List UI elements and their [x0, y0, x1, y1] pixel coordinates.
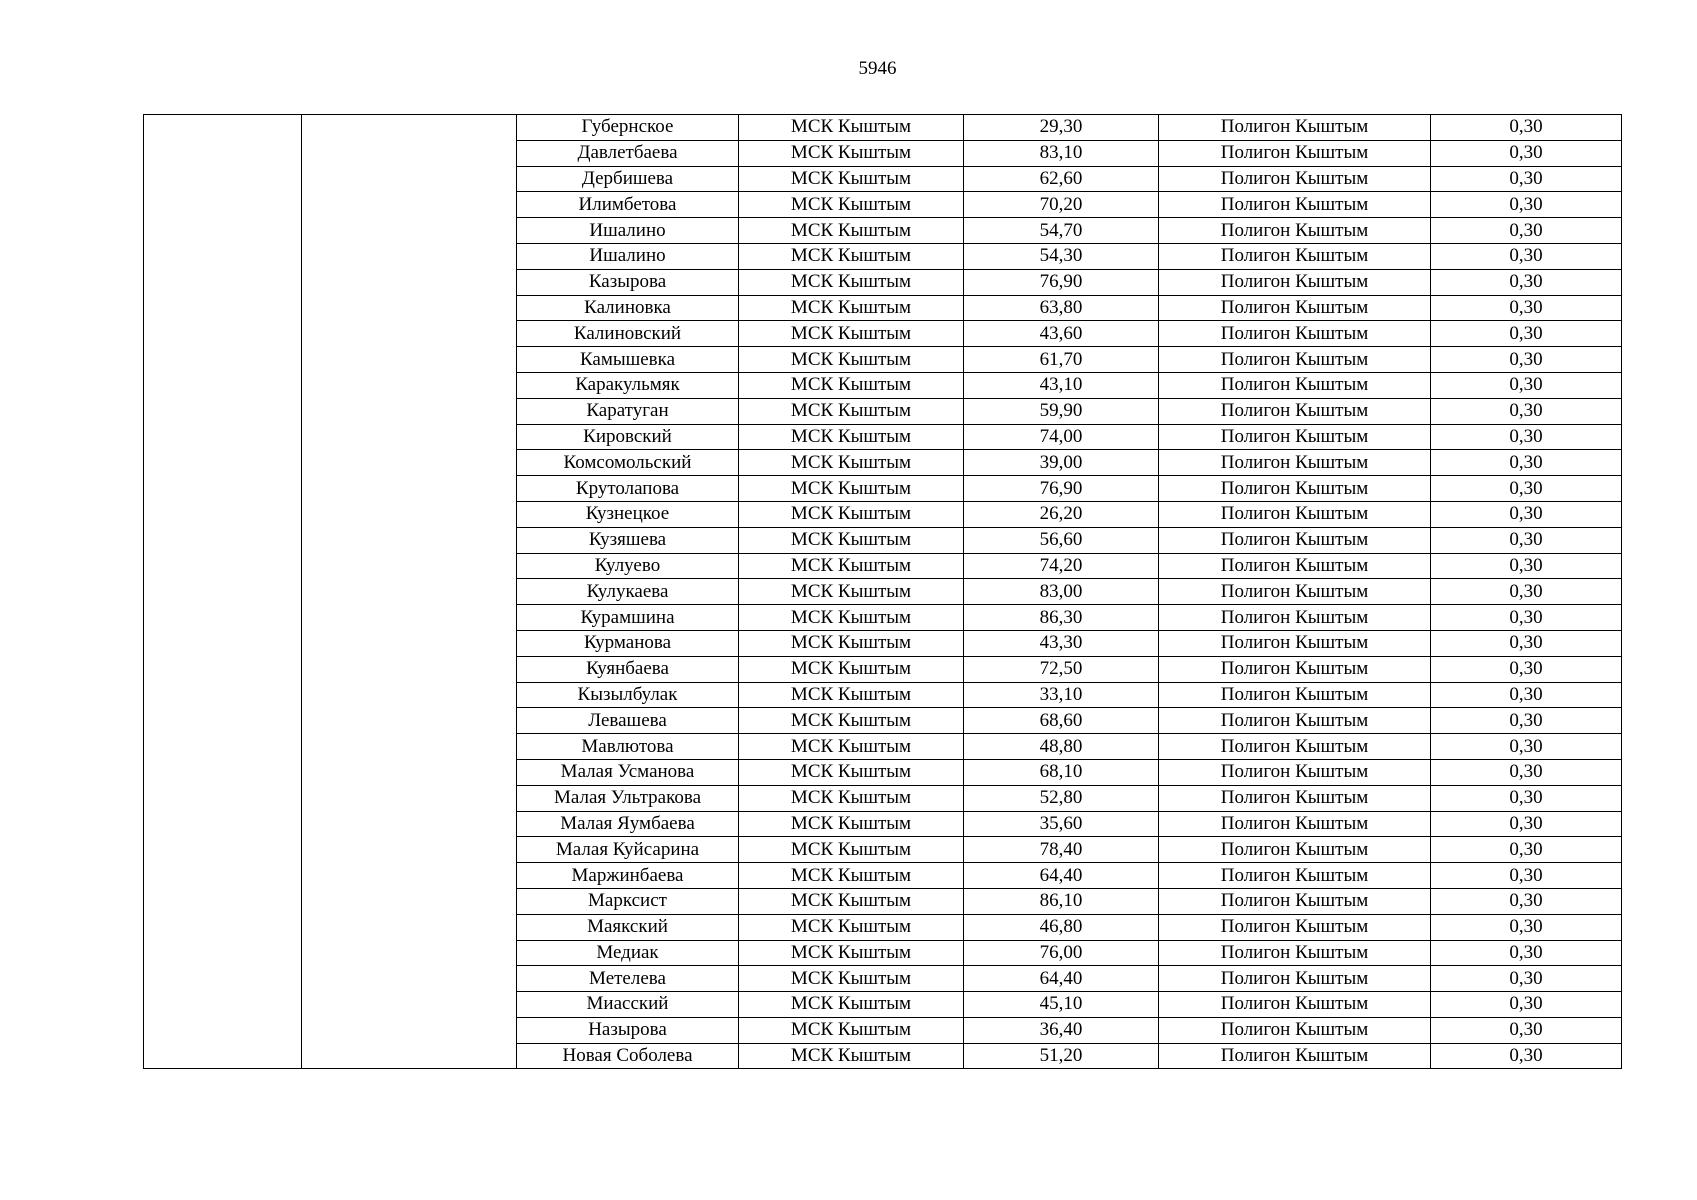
value-cell: 0,30: [1431, 759, 1622, 785]
source-cell: МСК Кыштым: [739, 192, 964, 218]
value-cell: 0,30: [1431, 811, 1622, 837]
distance-cell: 33,10: [964, 682, 1159, 708]
destination-cell: Полигон Кыштым: [1159, 501, 1431, 527]
settlement-cell: Кузнецкое: [517, 501, 739, 527]
settlement-cell: Куянбаева: [517, 656, 739, 682]
destination-cell: Полигон Кыштым: [1159, 759, 1431, 785]
settlement-cell: Новая Соболева: [517, 1043, 739, 1069]
value-cell: 0,30: [1431, 192, 1622, 218]
settlement-cell: Малая Куйсарина: [517, 837, 739, 863]
data-table: [143, 114, 1622, 1069]
destination-cell: Полигон Кыштым: [1159, 424, 1431, 450]
source-cell: МСК Кыштым: [739, 140, 964, 166]
distance-cell: 76,90: [964, 269, 1159, 295]
source-cell: МСК Кыштым: [739, 811, 964, 837]
source-cell: МСК Кыштым: [739, 888, 964, 914]
destination-cell: Полигон Кыштым: [1159, 630, 1431, 656]
value-cell: 0,30: [1431, 218, 1622, 244]
source-cell: МСК Кыштым: [739, 553, 964, 579]
destination-cell: Полигон Кыштым: [1159, 940, 1431, 966]
settlement-cell: Маржинбаева: [517, 863, 739, 889]
distance-cell: 43,30: [964, 630, 1159, 656]
destination-cell: Полигон Кыштым: [1159, 450, 1431, 476]
source-cell: МСК Кыштым: [739, 295, 964, 321]
distance-cell: 76,00: [964, 940, 1159, 966]
settlement-cell: Кулуево: [517, 553, 739, 579]
settlement-cell: Назырова: [517, 1017, 739, 1043]
destination-cell: Полигон Кыштым: [1159, 1043, 1431, 1069]
source-cell: МСК Кыштым: [739, 656, 964, 682]
destination-cell: Полигон Кыштым: [1159, 837, 1431, 863]
value-cell: 0,30: [1431, 553, 1622, 579]
settlement-cell: Левашева: [517, 708, 739, 734]
settlement-cell: Курамшина: [517, 605, 739, 631]
settlement-cell: Метелева: [517, 966, 739, 992]
source-cell: МСК Кыштым: [739, 476, 964, 502]
distance-cell: 74,20: [964, 553, 1159, 579]
distance-cell: 48,80: [964, 734, 1159, 760]
value-cell: 0,30: [1431, 501, 1622, 527]
settlement-cell: Каратуган: [517, 398, 739, 424]
distance-cell: 63,80: [964, 295, 1159, 321]
source-cell: МСК Кыштым: [739, 321, 964, 347]
destination-cell: Полигон Кыштым: [1159, 192, 1431, 218]
destination-cell: Полигон Кыштым: [1159, 863, 1431, 889]
destination-cell: Полигон Кыштым: [1159, 218, 1431, 244]
destination-cell: Полигон Кыштым: [1159, 527, 1431, 553]
destination-cell: Полигон Кыштым: [1159, 682, 1431, 708]
value-cell: 0,30: [1431, 992, 1622, 1018]
source-cell: МСК Кыштым: [739, 1017, 964, 1043]
destination-cell: Полигон Кыштым: [1159, 1017, 1431, 1043]
source-cell: МСК Кыштым: [739, 605, 964, 631]
settlement-cell: Давлетбаева: [517, 140, 739, 166]
source-cell: МСК Кыштым: [739, 630, 964, 656]
settlement-cell: Калиновка: [517, 295, 739, 321]
settlement-cell: Крутолапова: [517, 476, 739, 502]
destination-cell: Полигон Кыштым: [1159, 734, 1431, 760]
source-cell: МСК Кыштым: [739, 218, 964, 244]
distance-cell: 59,90: [964, 398, 1159, 424]
source-cell: МСК Кыштым: [739, 759, 964, 785]
settlement-cell: Илимбетова: [517, 192, 739, 218]
distance-cell: 74,00: [964, 424, 1159, 450]
distance-cell: 62,60: [964, 166, 1159, 192]
destination-cell: Полигон Кыштым: [1159, 708, 1431, 734]
settlement-cell: Дербишева: [517, 166, 739, 192]
distance-cell: 54,70: [964, 218, 1159, 244]
value-cell: 0,30: [1431, 837, 1622, 863]
source-cell: МСК Кыштым: [739, 269, 964, 295]
value-cell: 0,30: [1431, 527, 1622, 553]
value-cell: 0,30: [1431, 734, 1622, 760]
destination-cell: Полигон Кыштым: [1159, 321, 1431, 347]
settlement-cell: Ишалино: [517, 218, 739, 244]
source-cell: МСК Кыштым: [739, 166, 964, 192]
distance-cell: 46,80: [964, 914, 1159, 940]
settlement-cell: Кузяшева: [517, 527, 739, 553]
settlement-cell: Кировский: [517, 424, 739, 450]
distance-cell: 86,30: [964, 605, 1159, 631]
destination-cell: Полигон Кыштым: [1159, 372, 1431, 398]
destination-cell: Полигон Кыштым: [1159, 785, 1431, 811]
value-cell: 0,30: [1431, 656, 1622, 682]
source-cell: МСК Кыштым: [739, 115, 964, 141]
source-cell: МСК Кыштым: [739, 708, 964, 734]
destination-cell: Полигон Кыштым: [1159, 966, 1431, 992]
settlement-cell: Казырова: [517, 269, 739, 295]
source-cell: МСК Кыштым: [739, 914, 964, 940]
distance-cell: 83,00: [964, 579, 1159, 605]
distance-cell: 64,40: [964, 863, 1159, 889]
destination-cell: Полигон Кыштым: [1159, 914, 1431, 940]
destination-cell: Полигон Кыштым: [1159, 992, 1431, 1018]
destination-cell: Полигон Кыштым: [1159, 398, 1431, 424]
settlement-cell: Мавлютова: [517, 734, 739, 760]
distance-cell: 70,20: [964, 192, 1159, 218]
settlement-cell: Калиновский: [517, 321, 739, 347]
distance-cell: 64,40: [964, 966, 1159, 992]
value-cell: 0,30: [1431, 708, 1622, 734]
distance-cell: 61,70: [964, 347, 1159, 373]
value-cell: 0,30: [1431, 372, 1622, 398]
value-cell: 0,30: [1431, 321, 1622, 347]
destination-cell: Полигон Кыштым: [1159, 553, 1431, 579]
source-cell: МСК Кыштым: [739, 863, 964, 889]
source-cell: МСК Кыштым: [739, 450, 964, 476]
source-cell: МСК Кыштым: [739, 837, 964, 863]
value-cell: 0,30: [1431, 476, 1622, 502]
source-cell: МСК Кыштым: [739, 682, 964, 708]
value-cell: 0,30: [1431, 888, 1622, 914]
distance-cell: 68,10: [964, 759, 1159, 785]
distance-cell: 36,40: [964, 1017, 1159, 1043]
value-cell: 0,30: [1431, 450, 1622, 476]
distance-cell: 78,40: [964, 837, 1159, 863]
merged-empty-cell-2: [302, 115, 517, 1069]
settlement-cell: Каракульмяк: [517, 372, 739, 398]
settlement-cell: Кулукаева: [517, 579, 739, 605]
destination-cell: Полигон Кыштым: [1159, 295, 1431, 321]
settlement-cell: Губернское: [517, 115, 739, 141]
source-cell: МСК Кыштым: [739, 940, 964, 966]
source-cell: МСК Кыштым: [739, 992, 964, 1018]
distance-cell: 54,30: [964, 243, 1159, 269]
value-cell: 0,30: [1431, 1043, 1622, 1069]
source-cell: МСК Кыштым: [739, 372, 964, 398]
distance-cell: 72,50: [964, 656, 1159, 682]
source-cell: МСК Кыштым: [739, 424, 964, 450]
distance-cell: 83,10: [964, 140, 1159, 166]
table-row: [144, 115, 1622, 141]
source-cell: МСК Кыштым: [739, 966, 964, 992]
value-cell: 0,30: [1431, 863, 1622, 889]
source-cell: МСК Кыштым: [739, 579, 964, 605]
destination-cell: Полигон Кыштым: [1159, 579, 1431, 605]
destination-cell: Полигон Кыштым: [1159, 166, 1431, 192]
source-cell: МСК Кыштым: [739, 734, 964, 760]
value-cell: 0,30: [1431, 1017, 1622, 1043]
value-cell: 0,30: [1431, 398, 1622, 424]
distance-cell: 29,30: [964, 115, 1159, 141]
value-cell: 0,30: [1431, 914, 1622, 940]
value-cell: 0,30: [1431, 605, 1622, 631]
settlement-cell: Медиак: [517, 940, 739, 966]
destination-cell: Полигон Кыштым: [1159, 347, 1431, 373]
source-cell: МСК Кыштым: [739, 785, 964, 811]
settlement-cell: Ишалино: [517, 243, 739, 269]
settlement-cell: Камышевка: [517, 347, 739, 373]
value-cell: 0,30: [1431, 347, 1622, 373]
source-cell: МСК Кыштым: [739, 347, 964, 373]
distance-cell: 56,60: [964, 527, 1159, 553]
value-cell: 0,30: [1431, 682, 1622, 708]
source-cell: МСК Кыштым: [739, 243, 964, 269]
settlement-cell: Маякский: [517, 914, 739, 940]
value-cell: 0,30: [1431, 140, 1622, 166]
source-cell: МСК Кыштым: [739, 1043, 964, 1069]
distance-cell: 35,60: [964, 811, 1159, 837]
destination-cell: Полигон Кыштым: [1159, 656, 1431, 682]
value-cell: 0,30: [1431, 243, 1622, 269]
distance-cell: 51,20: [964, 1043, 1159, 1069]
source-cell: МСК Кыштым: [739, 398, 964, 424]
distance-cell: 43,60: [964, 321, 1159, 347]
distance-cell: 76,90: [964, 476, 1159, 502]
merged-empty-cell-1: [144, 115, 302, 1069]
value-cell: 0,30: [1431, 295, 1622, 321]
settlement-cell: Курманова: [517, 630, 739, 656]
distance-cell: 43,10: [964, 372, 1159, 398]
value-cell: 0,30: [1431, 630, 1622, 656]
settlement-cell: Комсомольский: [517, 450, 739, 476]
settlement-cell: Малая Ультракова: [517, 785, 739, 811]
destination-cell: Полигон Кыштым: [1159, 811, 1431, 837]
table-body: [144, 115, 1622, 1069]
destination-cell: Полигон Кыштым: [1159, 476, 1431, 502]
distance-cell: 86,10: [964, 888, 1159, 914]
destination-cell: Полигон Кыштым: [1159, 115, 1431, 141]
value-cell: 0,30: [1431, 269, 1622, 295]
settlement-cell: Кызылбулак: [517, 682, 739, 708]
settlement-cell: Малая Усманова: [517, 759, 739, 785]
destination-cell: Полигон Кыштым: [1159, 888, 1431, 914]
value-cell: 0,30: [1431, 166, 1622, 192]
destination-cell: Полигон Кыштым: [1159, 269, 1431, 295]
distance-cell: 52,80: [964, 785, 1159, 811]
value-cell: 0,30: [1431, 966, 1622, 992]
destination-cell: Полигон Кыштым: [1159, 243, 1431, 269]
value-cell: 0,30: [1431, 424, 1622, 450]
distance-cell: 68,60: [964, 708, 1159, 734]
destination-cell: Полигон Кыштым: [1159, 140, 1431, 166]
settlement-cell: Малая Яумбаева: [517, 811, 739, 837]
source-cell: МСК Кыштым: [739, 501, 964, 527]
settlement-cell: Марксист: [517, 888, 739, 914]
page-number: 5946: [858, 58, 897, 79]
settlement-cell: Миасский: [517, 992, 739, 1018]
distance-cell: 39,00: [964, 450, 1159, 476]
value-cell: 0,30: [1431, 579, 1622, 605]
source-cell: МСК Кыштым: [739, 527, 964, 553]
value-cell: 0,30: [1431, 115, 1622, 141]
destination-cell: Полигон Кыштым: [1159, 605, 1431, 631]
value-cell: 0,30: [1431, 785, 1622, 811]
distance-cell: 26,20: [964, 501, 1159, 527]
value-cell: 0,30: [1431, 940, 1622, 966]
distance-cell: 45,10: [964, 992, 1159, 1018]
